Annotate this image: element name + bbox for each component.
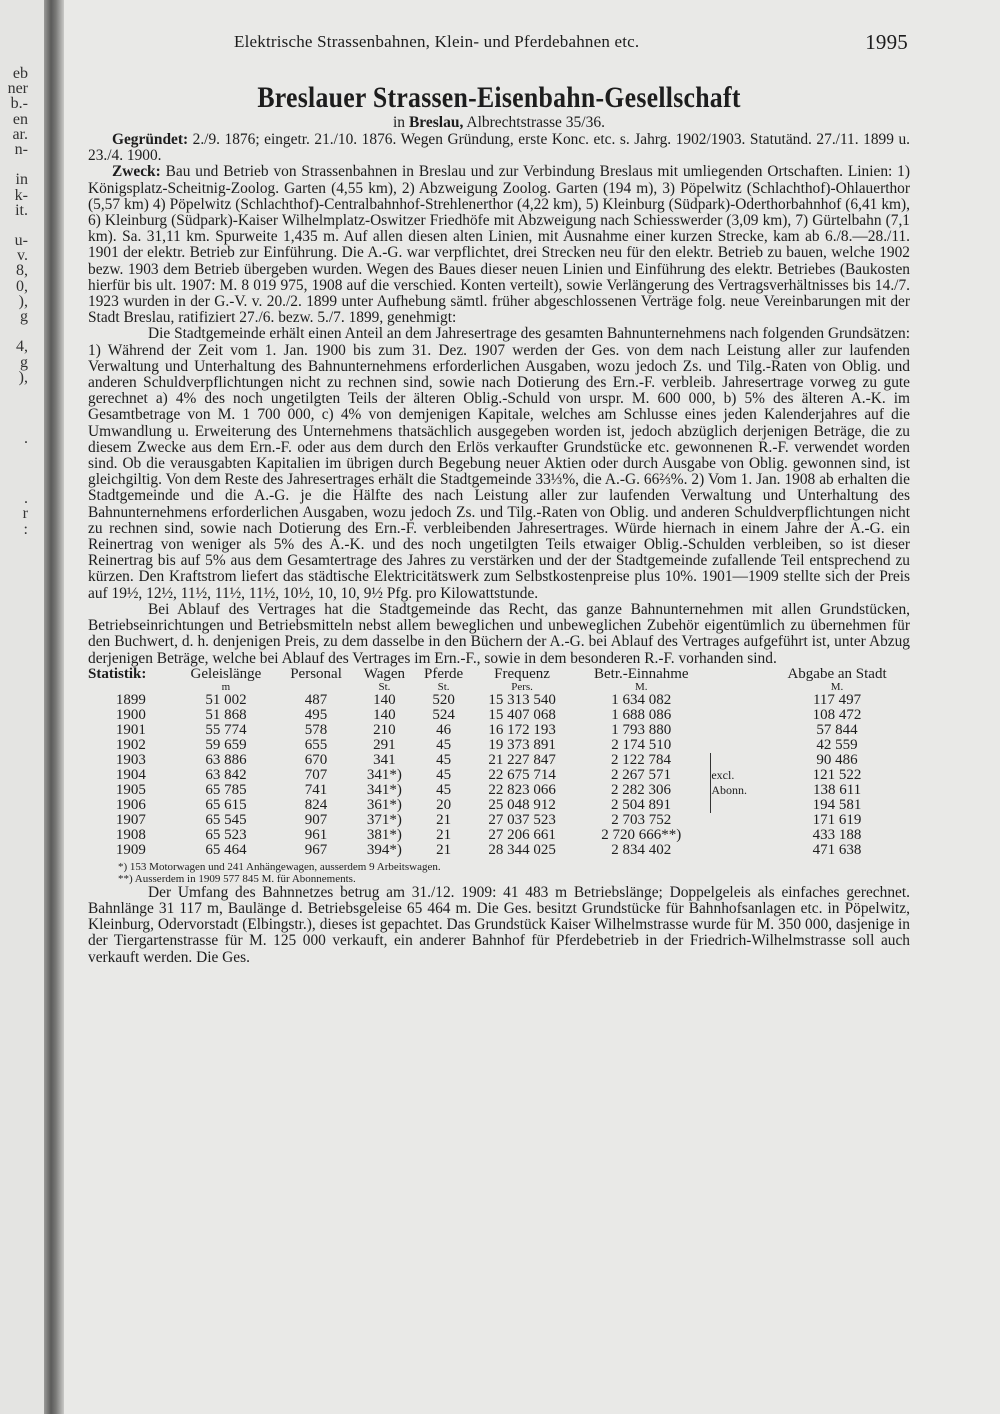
column-header: Betr.-Einnahme	[594, 665, 689, 682]
data-cell: 670	[304, 751, 328, 768]
fragment	[0, 157, 28, 172]
data-cell: 90 486	[816, 751, 858, 768]
unit-label: m	[221, 680, 231, 693]
data-cell: 22 823 066	[488, 781, 556, 798]
data-cell: 961	[304, 826, 328, 843]
brace-spacer	[711, 813, 764, 828]
data-cell: 63 886	[205, 751, 247, 768]
page	[88, 30, 910, 966]
fragment: r	[22, 505, 28, 523]
contract-paragraph: Die Stadtgemeinde erhält einen Anteil an dem Jahresertrage des gesamten Bahnunternehmens nach folgenden Grundsätzen: 1) Während der Zeit vom 1. Jan. 1900 bis zum 31. Dez. 1907 werden der Ges. von dem nach Leistung aller zur laufenden Verwaltung und Unterhaltung des Bahnunternehmens erforderlichen Ausgaben, wozu jedoch Zs. und Tilg.-Raten von Oblig. und anderen Schuldverpflichtungen nicht zu rechnen sind, sowie nach Dotierung des Ern.-F. verbleib. Jahresertrage vorweg zu gute gerechnet a) 4% des noch ungetilgten Teils der älteren Oblig.-Schuld von urspr. M. 600 000, b) 5% des älteren A.-K. im Gesamtbetrage von M. 1 700 000, c) 4% von demjenigen Kapitale, welches am Schlusse eines jeden Kalenderjahres auf die Umwandlung u. Erweiterung des Unternehmens thatsächlich ausgegeben worden ist, jedoch abzüglich derjenigen Beträge, die zu diesem Zwecke aus dem Ern.-F. oder aus dem durch den Erlös verkaufter Grundstücke etc. gewonnenen R.-F. verwendet worden sind. Ob die verausgabten Kapitalien im übrigen durch Begebung neuer Aktien oder durch Ausgabe von Oblig. gewonnen sind, ist gleichgiltig. Von dem Reste des Jahresertrages erhält die Stadtgemeinde 33⅓%, die A.-G. 66⅔%. 2) Vom 1. Jan. 1908 ab erhalten die Stadtgemeinde und die A.-G. je die Hälfte des nach Leistung aller zur laufenden Verwaltung und Unterhaltung des Bahnunternehmens erforderlichen Ausgaben, wozu jedoch Zs. und Tilg.-Raten von Oblig. und anderen Schuldverpflichtungen nicht zu rechnen sind, sowie nach Dotierung des Ern.-F. verbleibenden Jahresertrages. Würde hiernach in einem Jahre der A.-G. ein Reinertrag von weniger als 5% des A.-K. und des noch ungetilgten Teils etwaiger Oblig.-Schulden verbleiben, so ist dieser Reinertrag bis auf 5% aus dem Gesamtertrage des Jahres zu verstärken und der der Stadtgemeinde zufallende Teil entsprechend zu kürzen. Den Kraftstrom liefert das städtische Elektricitätswerk zum Selbstkostenpreise plus 10%. 1901—1909 stellte sich der Preis auf 19½, 12½, 11½, 11½, 11½, 10½, 10, 10, 9½ Pfg. pro Kilowattstunde.	[88, 325, 910, 602]
brace-spacer	[711, 723, 764, 738]
fragment	[0, 476, 28, 491]
company-address	[88, 114, 910, 132]
unit-label: M.	[830, 680, 844, 693]
location-prefix: in	[393, 114, 406, 131]
table-row	[88, 828, 910, 843]
data-cell: 65 785	[205, 781, 247, 798]
data-cell: 495	[304, 706, 328, 723]
data-cell: 471 638	[812, 841, 862, 858]
data-cell: 707	[304, 766, 328, 783]
statistics-label: Statistik:	[88, 665, 147, 682]
table-row	[88, 693, 910, 708]
fragment	[0, 218, 28, 233]
data-cell: 65 615	[205, 796, 247, 813]
data-cell: 22 675 714	[488, 766, 556, 783]
statistics-header-row	[88, 667, 910, 682]
data-cell: 28 344 025	[488, 841, 556, 858]
data-cell: 341*)	[366, 781, 402, 798]
data-cell: 171 619	[812, 811, 862, 828]
year-cell: 1899	[115, 691, 146, 708]
founded-text: 2./9. 1876; eingetr. 21./10. 1876. Wegen Gründung, erste Konc. etc. s. Jahrg. 1902/1903. Statutänd. 27./11. 1899 u. 23./4. 1900.	[88, 131, 910, 165]
street-address: Albrechtstrasse 35/36.	[466, 114, 605, 131]
fragment: 4,	[16, 338, 28, 356]
data-cell: 140	[373, 691, 396, 708]
data-cell: 45	[436, 781, 452, 798]
fragment	[0, 400, 28, 415]
data-cell: 21	[436, 826, 452, 843]
data-cell: 2 122 784	[611, 751, 672, 768]
data-cell: 2 267 571	[611, 766, 672, 783]
data-cell: 741	[304, 781, 328, 798]
running-head	[88, 30, 910, 60]
data-cell: 2 720 666**)	[601, 826, 682, 843]
column-header: Geleislänge	[190, 665, 262, 682]
brace-note: excl.	[711, 768, 764, 783]
fragment	[0, 324, 28, 339]
year-cell: 1905	[115, 781, 146, 798]
page-number: 1995	[865, 30, 908, 54]
data-cell: 117 497	[812, 691, 862, 708]
brace-spacer	[711, 753, 764, 768]
data-cell: 65 545	[205, 811, 247, 828]
data-cell: 291	[373, 736, 396, 753]
brace-spacer	[711, 693, 764, 708]
footnotes	[88, 861, 910, 885]
brace-spacer	[711, 843, 764, 858]
fragment: v.	[17, 247, 28, 265]
fragment: u-	[14, 232, 28, 250]
fragment: ),	[18, 292, 28, 310]
column-header: Wagen	[363, 665, 406, 682]
data-cell: 1 793 880	[611, 721, 672, 738]
data-cell: 108 472	[812, 706, 862, 723]
data-cell: 210	[373, 721, 396, 738]
fragment: ),	[18, 368, 28, 386]
year-cell: 1900	[115, 706, 146, 723]
fragment: 0,	[16, 277, 28, 295]
data-cell: 524	[432, 706, 455, 723]
statistics-section	[88, 667, 910, 885]
year-cell: 1909	[115, 841, 146, 858]
data-cell: 140	[373, 706, 396, 723]
company-title: Breslauer Strassen-Eisenbahn-Gesellschaft	[257, 81, 741, 114]
table-row	[88, 813, 910, 828]
data-cell: 194 581	[812, 796, 862, 813]
unit-label: St.	[378, 680, 391, 693]
facing-page-text-fragments	[0, 66, 28, 537]
data-cell: 46	[436, 721, 452, 738]
city: Breslau,	[408, 114, 464, 131]
data-cell: 824	[304, 796, 328, 813]
brace-spacer	[711, 738, 764, 753]
brace-spacer	[711, 708, 764, 723]
data-cell: 16 172 193	[488, 721, 556, 738]
data-cell: 2 504 891	[611, 796, 672, 813]
fragment: ar.	[12, 125, 28, 143]
data-cell: 1 634 082	[611, 691, 672, 708]
running-title: Elektrische Strassenbahnen, Klein- und Pferdebahnen etc.	[234, 32, 640, 51]
data-cell: 341*)	[366, 766, 402, 783]
purpose-text: Bau und Betrieb von Strassenbahnen in Breslau und zur Verbindung Breslaus mit umliegenden Ortschaften. Linien: 1) Königsplatz-Scheitnig-Zoolog. Garten (4,55 km), 2) Abzweigung Zoolog. Garten (194 m), 3) Pöpelwitz (Schlachthof)-Ohlauerthor (5,57 km) 4) Pöpelwitz (Schlachthof)-Centralbahnhof-Strehlenerthor (4,22 km), 5) Kleinburg (Südpark)-Oderthorbahnhof (6,41 km), 6) Kleinburg (Südpark)-Kaiser Wilhelmplatz-Oswitzer Friedhöfe mit Abzweigung nach Schiesswerder (3,09 km), 7) Gürtelbahn (7,1 km). Sa. 31,11 km. Spurweite 1,435 m. Auf allen diesen alten Linien, mit Ausnahme einer kurzen Strecke, kam ab 6./8.—28./11. 1901 der elektr. Betrieb zur Einführung. Die A.-G. war verpflichtet, drei Strecken neu für den elektr. Betrieb zu bauen, welche 1902 bezw. 1903 dem Betrieb übergeben wurden. Wegen des Baues dieser neuen Linien und Einführung des elektr. Betriebes (Baukosten hierfür bis ult. 1907: M. 8 019 975, 1908 auf die verschied. Konten verteilt), sowie Verlängerung des Vertragsverhältnisses bis 14./7. 1923 wurden in der G.-V. v. 20./2. 1899 unter Aufhebung sämtl. früher abgeschlossenen Verträge folg. neue Vereinbarungen mit der Stadt Breslau, ratifiziert 27./6. bezw. 5./7. 1899, genehmigt:	[88, 163, 910, 327]
data-cell: 45	[436, 751, 452, 768]
data-cell: 2 174 510	[611, 736, 672, 753]
data-cell: 63 842	[205, 766, 247, 783]
data-cell: 65 523	[205, 826, 247, 843]
data-cell: 381*)	[366, 826, 402, 843]
fragment	[0, 461, 28, 476]
data-cell: 51 868	[205, 706, 247, 723]
data-cell: 361*)	[366, 796, 402, 813]
table-row	[88, 783, 910, 798]
expiry-paragraph: Bei Ablauf des Vertrages hat die Stadtgemeinde das Recht, das ganze Bahnunternehmen mit allen Grundstücken, Betriebseinrichtungen und Betriebsmitteln nebst allem beweglichen und unbeweglichen Zubehör eigentümlich zu übernehmen für den Buchwert, d. h. denjenigen Preis, zu dem dasselbe in den Büchern der A.-G. bei Ablauf des Vertrages aufgeführt ist, unter Abzug derjenigen Beträge, welche bei Ablauf des Vertrages im Ern.-F., sowie in dem besonderen R.-F. vorhanden sind.	[88, 600, 910, 667]
statistics-table	[88, 667, 910, 858]
data-cell: 907	[304, 811, 328, 828]
data-cell: 21 227 847	[488, 751, 556, 768]
data-cell: 59 659	[205, 736, 247, 753]
data-cell: 20	[436, 796, 452, 813]
brace-spacer	[711, 667, 764, 682]
facing-page-edge	[0, 0, 48, 1414]
data-cell: 967	[304, 841, 328, 858]
data-cell: 341	[373, 751, 396, 768]
fragment: in	[15, 171, 28, 189]
fragment: en	[12, 110, 28, 128]
data-cell: 21	[436, 841, 452, 858]
founded-label: Gegründet:	[112, 131, 189, 148]
brace-spacer	[711, 798, 764, 813]
data-cell: 65 464	[205, 841, 247, 858]
table-row	[88, 843, 910, 858]
column-header: Pferde	[424, 665, 464, 682]
data-cell: 2 703 752	[611, 811, 672, 828]
data-cell: 433 188	[812, 826, 862, 843]
year-cell: 1906	[115, 796, 146, 813]
unit-label: Pers.	[511, 680, 533, 693]
data-cell: 27 037 523	[488, 811, 556, 828]
data-cell: 25 048 912	[488, 796, 556, 813]
brace-note: Abonn.	[711, 783, 764, 798]
year-cell: 1901	[115, 721, 146, 738]
table-row	[88, 753, 910, 768]
fragment: ner	[7, 80, 28, 98]
data-cell: 57 844	[816, 721, 858, 738]
year-cell: 1908	[115, 826, 146, 843]
year-cell: 1902	[115, 736, 146, 753]
data-cell: 138 611	[812, 781, 862, 798]
table-row	[88, 738, 910, 753]
fragment: .	[24, 490, 28, 508]
data-cell: 51 002	[205, 691, 247, 708]
fragment	[0, 446, 28, 461]
fragment: g	[20, 308, 28, 325]
data-cell: 1 688 086	[611, 706, 672, 723]
data-cell: 19 373 891	[488, 736, 556, 753]
data-cell: 42 559	[816, 736, 858, 753]
data-cell: 371*)	[366, 811, 402, 828]
data-cell: 21	[436, 811, 452, 828]
purpose-paragraph	[88, 164, 910, 326]
fragment: g	[20, 353, 28, 371]
purpose-label: Zweck:	[112, 163, 161, 181]
data-cell: 15 407 068	[488, 706, 556, 723]
data-cell: 2 282 306	[611, 781, 672, 798]
data-cell: 55 774	[205, 721, 247, 738]
fragment: n-	[14, 140, 28, 158]
fragment: b.-	[10, 95, 28, 113]
data-cell: 121 522	[812, 766, 862, 783]
data-cell: 45	[436, 736, 452, 753]
table-row	[88, 708, 910, 723]
data-cell: 578	[304, 721, 328, 738]
data-cell: 394*)	[366, 841, 402, 858]
fragment: .	[24, 429, 28, 447]
data-cell: 27 206 661	[488, 826, 556, 843]
column-header: Abgabe an Stadt	[787, 665, 887, 682]
network-paragraph: Der Umfang des Bahnnetzes betrug am 31./12. 1909: 41 483 m Betriebslänge; Doppelgeleis als einfaches gerechnet. Bahnlänge 31 117 m, Baulänge d. Betriebsgeleise 65 464 m. Die Ges. besitzt Grundstücke für Bahnhofsanlagen etc. in Pöpelwitz, Kleinburg, Odervorstadt (Elbingstr.), dieses ist gepachtet. Das Grundstück Kaiser Wilhelmstrasse wurde für M. 350 000, dasjenige in der Tiergartenstrasse für M. 125 000 verkauft, ein anderer Bahnhof für Pferdebetrieb in der Friedrich-Wilhelmstrasse soll auch verkauft werden. Die Ges.	[88, 883, 910, 966]
fragment: :	[23, 520, 28, 538]
year-cell: 1907	[115, 811, 146, 828]
fragment	[0, 385, 28, 400]
brace-spacer	[711, 828, 764, 843]
year-cell: 1903	[115, 751, 146, 768]
fragment	[0, 415, 28, 430]
fragment: 8,	[16, 262, 28, 280]
table-row	[88, 768, 910, 783]
column-header: Frequenz	[494, 665, 550, 682]
book-gutter	[44, 0, 64, 1414]
table-row	[88, 798, 910, 813]
table-row	[88, 723, 910, 738]
data-cell: 45	[436, 766, 452, 783]
fragment: eb	[12, 65, 28, 82]
data-cell: 520	[432, 691, 455, 708]
data-cell: 2 834 402	[611, 841, 672, 858]
fragment: k-	[14, 186, 28, 204]
data-cell: 655	[304, 736, 328, 753]
founded-paragraph	[88, 132, 910, 164]
unit-label: St.	[437, 680, 450, 693]
data-cell: 487	[304, 691, 328, 708]
footnote: **) Ausserdem in 1909 577 845 M. für Abonnements.	[118, 872, 356, 885]
year-cell: 1904	[115, 766, 146, 783]
fragment: it.	[15, 201, 28, 219]
unit-label: M.	[635, 680, 648, 693]
column-header: Personal	[290, 665, 342, 682]
footnote: *) 153 Motorwagen und 241 Anhängewagen, ausserdem 9 Arbeitswagen.	[118, 860, 441, 873]
data-cell: 15 313 540	[488, 691, 556, 708]
